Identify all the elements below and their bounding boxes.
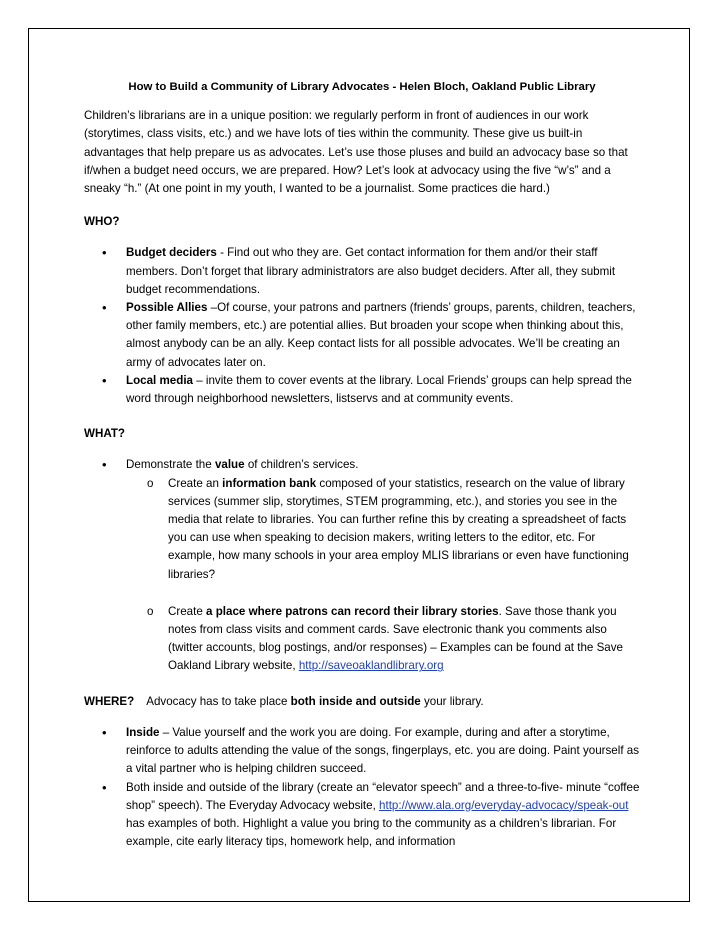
who-term: Possible Allies [126, 301, 208, 315]
what-bullet-bold: value [214, 458, 245, 472]
where-inside-term: Inside [126, 725, 160, 739]
document-title: How to Build a Community of Library Advocates - Helen Bloch, Oakland Public Library [128, 81, 596, 93]
what-bullet-text-end: of children’s services. [244, 458, 359, 472]
where-heading: WHERE? [84, 694, 135, 708]
what-subitem-patron-stories [84, 603, 640, 676]
who-item-possible-allies [84, 299, 640, 372]
who-item-budget-deciders [84, 244, 640, 299]
where-line [84, 693, 640, 711]
sub2-bold: a place where patrons can record their library stories [206, 604, 499, 618]
who-term: Budget deciders [126, 246, 217, 260]
who-heading: WHO? [84, 215, 120, 229]
who-text: –Of course, your patrons and partners (friends’ groups, parents, children, teachers, other family members, etc.) are potential allies. But broaden your scope when thinking about this, almost anybody can be an ally. Keep contact lists for all possible advocates. We’ll be creating an army of advocates later on. [126, 301, 636, 369]
sub1-bold: information bank [222, 476, 317, 490]
sub2-text: Create [168, 604, 207, 618]
what-bullet-text: Demonstrate the [126, 458, 215, 472]
where-item-both [84, 779, 640, 852]
where-item-inside [84, 724, 640, 779]
document-body [84, 78, 640, 851]
what-list [84, 456, 640, 474]
where-bold: both inside and outside [290, 694, 421, 708]
what-item-demonstrate-value [84, 456, 640, 474]
what-heading: WHAT? [84, 427, 125, 441]
where-inside-text: – Value yourself and the work you are doing. For example, during and after a storytime, reinforce to adults attending the value of the songs, fingerplays, etc. you are doing. Paint yourself as a vital partner who is helping children succeed. [126, 725, 640, 776]
where-both-text: Both inside and outside of the library (create an “elevator speech” and a three-to-five- minute “coffee shop” speech). The Everyday Advocacy website, [126, 780, 640, 812]
sub1-text: Create an [168, 476, 223, 490]
where-text-end: your library. [420, 694, 484, 708]
where-list [84, 724, 640, 851]
what-subitem-information-bank [84, 475, 640, 584]
everyday-advocacy-link[interactable]: http://www.ala.org/everyday-advocacy/speak-out [379, 798, 629, 812]
sub2-text-end: . Save those thank you notes from class visits and comment cards. Save electronic thank you comments also (twitter accounts, blog postings, and/or responses) – Examples can be found at the Save Oakland Library website, [168, 604, 623, 673]
where-text: Advocacy has to take place [146, 694, 291, 708]
who-text: - Find out who they are. Get contact information for them and/or their staff members. Don’t forget that library administrators are also budget deciders. After all, they submit budget recommendations. [126, 246, 616, 296]
sub-bullet-marker: o [147, 476, 154, 490]
save-oakland-library-link[interactable]: http://saveoaklandlibrary.org [298, 659, 444, 673]
who-text: – invite them to cover events at the library. Local Friends’ groups can help spread the word through neighborhood newsletters, listservs and at community events. [126, 373, 632, 406]
intro-paragraph: Children’s librarians are in a unique position: we regularly perform in front of audiences in our work (storytimes, class visits, etc.) and we have lots of ties within the community. These give us built-in advantages that help prepare us as advocates. Let’s use those pluses and build an advocacy base so that if/when a budget need occurs, we are prepared. How? Let’s look at advocacy using the five “w’s” and a sneaky “h.” (At one point in my youth, I wanted to be a journalist. Some practices die hard.) [84, 109, 628, 196]
who-term: Local media [126, 373, 194, 387]
where-both-text-end: has examples of both. Highlight a value you bring to the community as a children’s librarian. For example, cite early literacy tips, homework help, and information [126, 816, 617, 849]
who-item-local-media [84, 372, 640, 408]
sub1-text-end: composed of your statistics, research on the value of library services (summer slip, storytimes, STEM programming, etc.), and stories you see in the media that relate to libraries. You can further refine this by creating a spreadsheet of facts you can use when speaking to decision makers, writing letters to the editor, etc. For example, how many schools in your area employ MLIS librarians or even have functioning libraries? [168, 476, 629, 581]
who-list [84, 244, 640, 408]
sub-bullet-marker: o [147, 604, 154, 618]
